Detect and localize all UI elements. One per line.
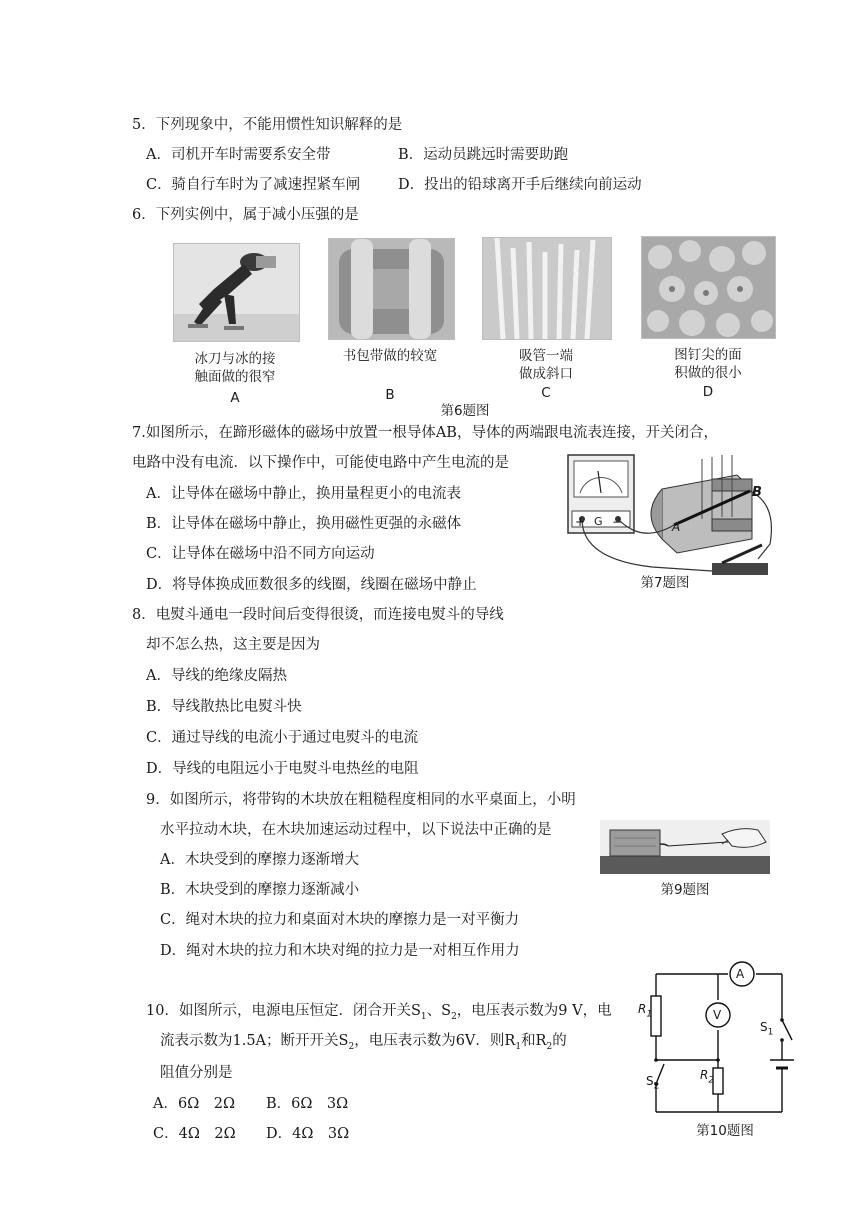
- q10-stem-line-2: 流表示数为1.5A；断开开关$S_2$，电压表示数为6V．则$R_1$和$R_2$的: [160, 1033, 567, 1052]
- meter-g-label: G: [594, 515, 603, 528]
- q10-stem-line-1: 10．如图所示，电源电压恒定．闭合开关$S_1$、$S_2$，电压表示数为9 V，电: [146, 1003, 612, 1022]
- q6-b-caption: 书包带做的较宽: [342, 348, 438, 364]
- q5-option-d: D．投出的铅球离开手后继续向前运动: [398, 177, 642, 193]
- q6-a-caption-2: 触面做的很窄: [194, 369, 276, 385]
- q6-d-letter: D: [702, 384, 714, 400]
- q6-a-caption-1: 冰刀与冰的接: [194, 351, 276, 367]
- q9-stem-line-2: 水平拉动木块，在木块加速运动过程中，以下说法中正确的是: [160, 822, 552, 838]
- meter-plus-terminal: +: [575, 515, 586, 529]
- q5-option-b: B．运动员跳远时需要助跑: [398, 147, 569, 163]
- q10-option-c: C．4Ω 2Ω: [153, 1126, 236, 1142]
- q7-stem-line-1: 7.如图所示，在蹄形磁体的磁场中放置一根导体AB，导体的两端跟电流表连接，开关闭合，: [132, 425, 718, 441]
- q7-option-c: C．让导体在磁场中沿不同方向运动: [146, 546, 375, 562]
- q6-d-caption-2: 积做的很小: [674, 365, 742, 381]
- q6-a-letter: A: [230, 390, 240, 406]
- q6-stem: 6．下列实例中，属于减小压强的是: [132, 207, 359, 223]
- q9-stem-line-1: 9．如图所示，将带钩的木块放在粗糙程度相同的水平桌面上，小明: [146, 792, 576, 808]
- s1-label: $S_1$: [760, 1020, 774, 1038]
- thumbtacks-photo: [641, 236, 776, 339]
- r2-label: $R_2$: [700, 1068, 715, 1086]
- q10-circuit-diagram: [632, 960, 802, 1120]
- q9-option-d: D．绳对木块的拉力和木块对绳的拉力是一对相互作用力: [160, 943, 520, 959]
- q7-option-d: D．将导体换成匝数很多的线圈，线圈在磁场中静止: [146, 577, 477, 593]
- q10-stem-line-3: 阻值分别是: [160, 1065, 233, 1081]
- q9-option-a: A．木块受到的摩擦力逐渐增大: [160, 852, 359, 868]
- q5-stem: 5．下列现象中，不能用惯性知识解释的是: [132, 117, 403, 133]
- q10-figure-caption: 第10题图: [696, 1123, 754, 1139]
- straws-photo: [482, 237, 612, 340]
- q9-option-c: C．绳对木块的拉力和桌面对木块的摩擦力是一对平衡力: [160, 912, 520, 928]
- q7-option-a: A．让导体在磁场中静止，换用量程更小的电流表: [146, 486, 461, 502]
- q10-option-d: D．4Ω 3Ω: [266, 1126, 350, 1142]
- q7-option-b: B．让导体在磁场中静止，换用磁性更强的永磁体: [146, 516, 462, 532]
- s2-label: $S_2$: [646, 1074, 660, 1092]
- q8-option-a: A．导线的绝缘皮隔热: [146, 668, 287, 684]
- skater-photo: [173, 243, 300, 342]
- conductor-end-b-label: B: [752, 485, 762, 500]
- q6-c-letter: C: [541, 385, 551, 401]
- q6-c-caption-2: 做成斜口: [519, 366, 573, 382]
- conductor-end-a-label: A: [672, 520, 681, 534]
- q6-c-caption-1: 吸管一端: [519, 348, 573, 364]
- r1-label: $R_1$: [638, 1002, 653, 1020]
- q8-option-c: C．通过导线的电流小于通过电熨斗的电流: [146, 730, 419, 746]
- q5-option-c: C．骑自行车时为了减速捏紧车闸: [146, 177, 361, 193]
- backpack-photo: [328, 238, 455, 340]
- q9-block-figure: [600, 820, 770, 874]
- q6-d-caption-1: 图钉尖的面: [674, 347, 742, 363]
- q5-option-a: A．司机开车时需要系安全带: [146, 147, 331, 163]
- q7-figure-caption: 第7题图: [640, 575, 690, 591]
- q8-option-b: B．导线散热比电熨斗快: [146, 699, 302, 715]
- q10-option-b: B．6Ω 3Ω: [266, 1096, 349, 1112]
- q7-stem-line-2: 电路中没有电流．以下操作中，可能使电路中产生电流的是: [132, 455, 509, 471]
- q6-b-letter: B: [385, 387, 395, 403]
- q10-option-a: A．6Ω 2Ω: [153, 1096, 235, 1112]
- q8-option-d: D．导线的电阻远小于电熨斗电热丝的电阻: [146, 761, 419, 777]
- q8-stem-line-2: 却不怎么热，这主要是因为: [146, 637, 320, 653]
- meter-minus-terminal: −: [612, 515, 623, 529]
- voltmeter-label: V: [713, 1008, 722, 1022]
- q9-option-b: B．木块受到的摩擦力逐渐减小: [160, 882, 360, 898]
- q8-stem-line-1: 8．电熨斗通电一段时间后变得很烫，而连接电熨斗的导线: [132, 607, 504, 623]
- q6-figure-caption: 第6题图: [440, 403, 490, 419]
- q9-figure-caption: 第9题图: [660, 882, 710, 898]
- ammeter-label: A: [736, 967, 745, 981]
